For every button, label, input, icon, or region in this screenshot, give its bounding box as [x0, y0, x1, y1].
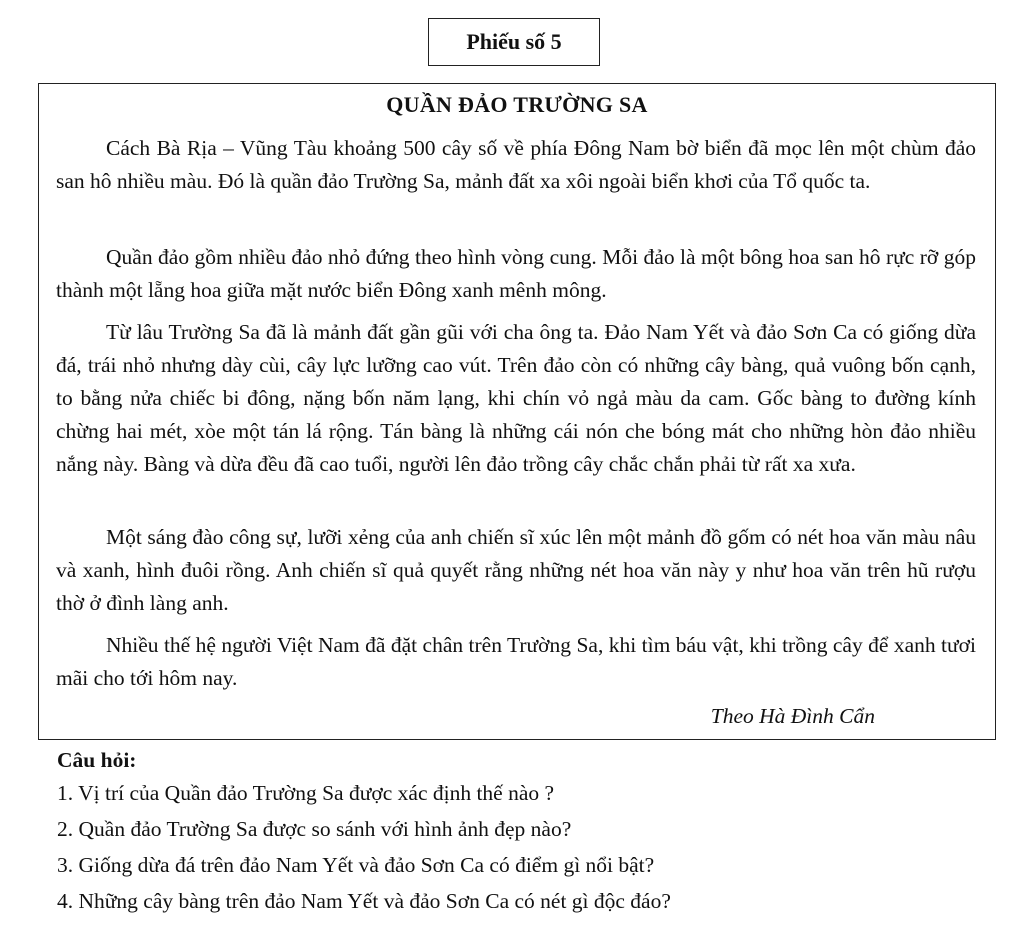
- question-3: 3. Giống dừa đá trên đảo Nam Yết và đảo Sơn Ca có điểm gì nổi bật?: [57, 853, 655, 877]
- questions-heading: Câu hỏi:: [57, 748, 137, 772]
- paragraph-5: Nhiều thế hệ người Việt Nam đã đặt chân trên Trường Sa, khi tìm báu vật, khi trồng cây để xanh tươi mãi cho tới hôm nay.: [56, 633, 976, 690]
- question-2: 2. Quần đảo Trường Sa được so sánh với hình ảnh đẹp nào?: [57, 817, 572, 841]
- reading-title: QUẦN ĐẢO TRƯỜNG SA: [386, 92, 648, 117]
- paragraph-3: Từ lâu Trường Sa đã là mảnh đất gần gũi với cha ông ta. Đảo Nam Yết và đảo Sơn Ca có giống dừa đá, trái nhỏ nhưng dày cùi, cây lực lưỡng cao vút. Trên đảo còn có những cây bàng, quả vuông bốn cạnh, to bằng nửa chiếc bi đông, nặng bốn năm lạng, khi chín vỏ ngả màu da cam. Gốc bàng to đường kính chừng hai mét, xòe một tán lá rộng. Tán bàng là những cái nón che bóng mát cho những hòn đảo nhiều nắng này. Bàng và dừa đều đã cao tuổi, người lên đảo trồng cây chắc chắn phải từ rất xa xưa.: [56, 320, 976, 476]
- reading-passage-box: [38, 83, 996, 740]
- worksheet-label: Phiếu số 5: [428, 18, 600, 66]
- paragraph-2: Quần đảo gồm nhiều đảo nhỏ đứng theo hình vòng cung. Mỗi đảo là một bông hoa san hô rực rỡ góp thành một lẵng hoa giữa mặt nước biển Đông xanh mênh mông.: [56, 245, 976, 302]
- source-attribution: Theo Hà Đình Cẩn: [710, 704, 875, 728]
- paragraph-4: Một sáng đào công sự, lưỡi xẻng của anh chiến sĩ xúc lên một mảnh đồ gốm có nét hoa văn màu nâu và xanh, hình đuôi rồng. Anh chiến sĩ quả quyết rằng những nét hoa văn này y như hoa văn trên hũ rượu thờ ở đình làng anh.: [56, 525, 976, 615]
- paragraph-1: Cách Bà Rịa – Vũng Tàu khoảng 500 cây số về phía Đông Nam bờ biển đã mọc lên một chùm đảo san hô nhiều màu. Đó là quần đảo Trường Sa, mảnh đất xa xôi ngoài biển khơi của Tổ quốc ta.: [56, 136, 976, 193]
- question-1: 1. Vị trí của Quần đảo Trường Sa được xác định thế nào ?: [57, 781, 555, 805]
- question-4: 4. Những cây bàng trên đảo Nam Yết và đảo Sơn Ca có nét gì độc đáo?: [57, 889, 671, 913]
- questions-section: [57, 745, 987, 919]
